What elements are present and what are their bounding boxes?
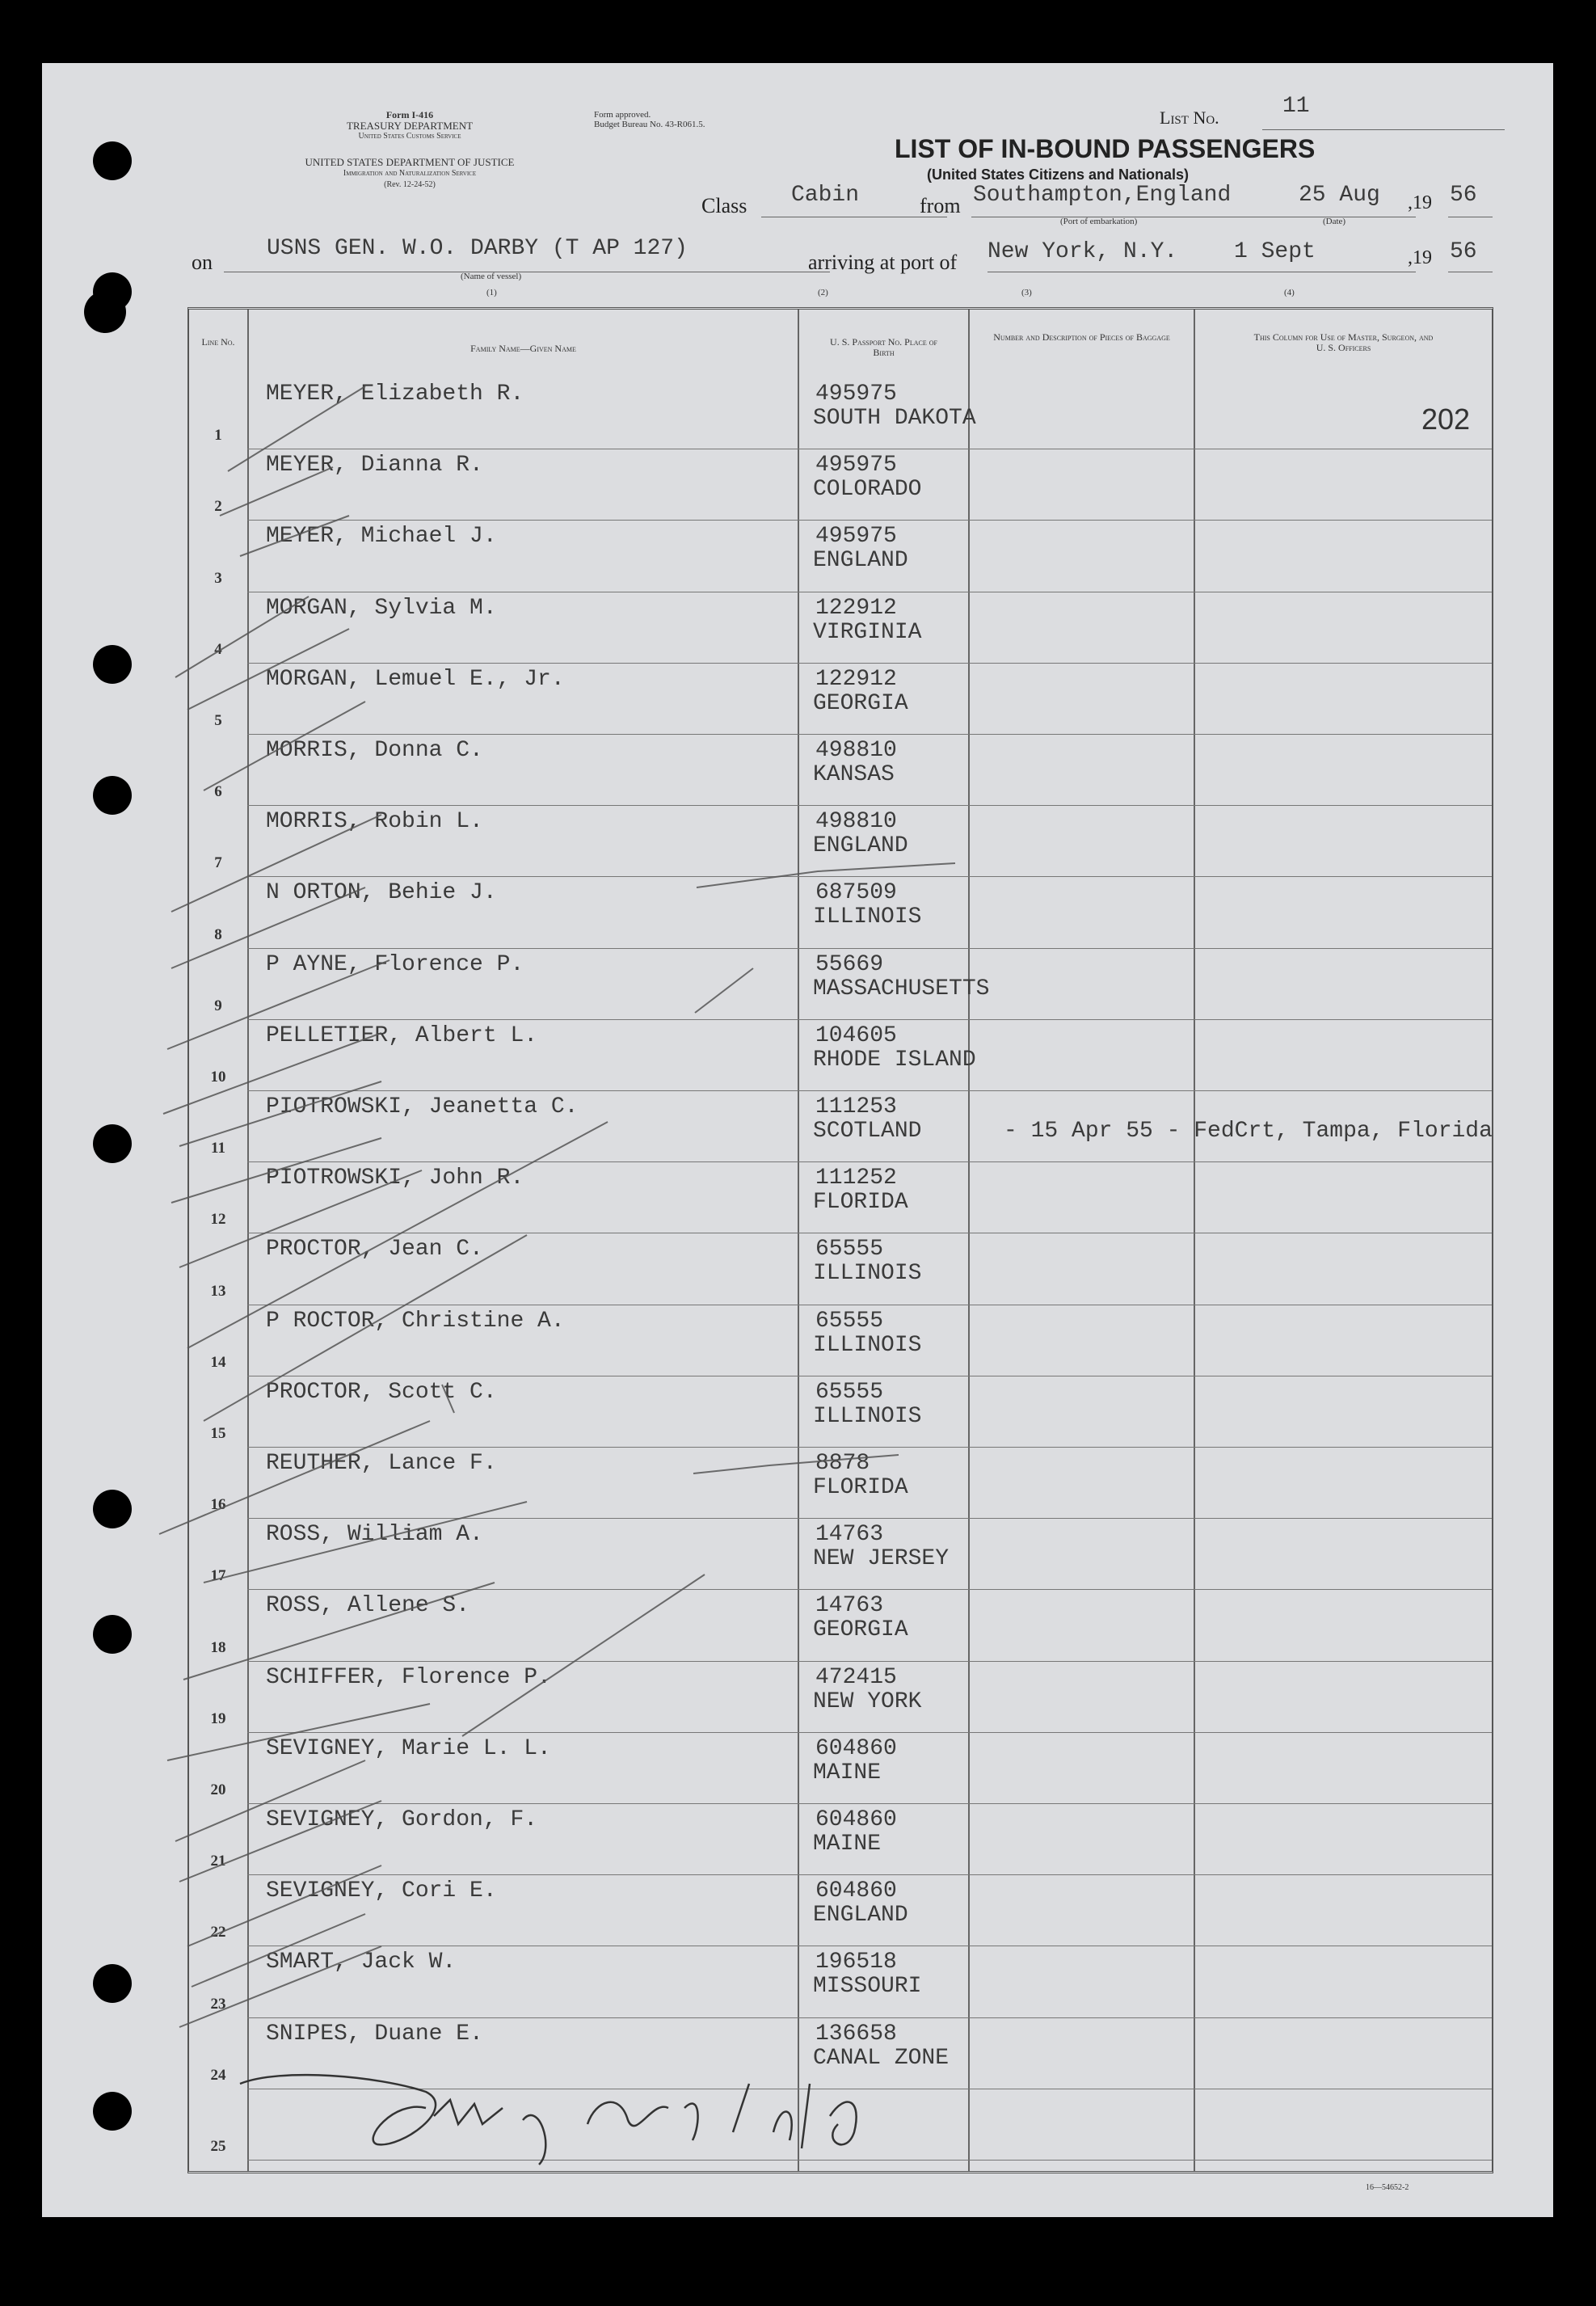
- place-of-birth: ENGLAND: [813, 1903, 908, 1929]
- table-row: [189, 1590, 1492, 1661]
- passport-number: 111252: [815, 1166, 897, 1191]
- col4-caption: (4): [1284, 288, 1295, 297]
- line-number: 15: [210, 1424, 226, 1442]
- passenger-name: SEVIGNEY, Gordon, F.: [266, 1807, 538, 1832]
- embarkation-date: 25 Aug: [1299, 183, 1380, 208]
- customs-service: United States Customs Service: [358, 132, 461, 141]
- place-of-birth: FLORIDA: [813, 1475, 908, 1500]
- passenger-name: SMART, Jack W.: [266, 1950, 457, 1975]
- place-of-birth: ENGLAND: [813, 548, 908, 574]
- punch-hole: [93, 141, 132, 180]
- arrival-year-prefix: ,19: [1408, 247, 1432, 268]
- revision: (Rev. 12-24-52): [384, 180, 436, 189]
- date-caption: (Date): [1323, 217, 1346, 226]
- passenger-name: SEVIGNEY, Cori E.: [266, 1878, 497, 1904]
- place-of-birth: VIRGINIA: [813, 619, 922, 645]
- vessel-name: USNS GEN. W.O. DARBY (T AP 127): [267, 236, 688, 261]
- arrival-year: 56: [1450, 239, 1477, 264]
- passport-number: 498810: [815, 809, 897, 835]
- passenger-name: P ROCTOR, Christine A.: [266, 1308, 565, 1334]
- line-number: 10: [210, 1068, 226, 1086]
- passport-number: 65555: [815, 1379, 884, 1405]
- passport-number: 55669: [815, 951, 884, 977]
- table-row: [189, 1733, 1492, 1804]
- line-number: 16: [210, 1496, 226, 1514]
- passport-number: 472415: [815, 1664, 897, 1690]
- line-number: 2: [214, 498, 222, 516]
- passenger-name: N ORTON, Behie J.: [266, 880, 497, 906]
- passport-number: 687509: [815, 880, 897, 906]
- class-value: Cabin: [791, 183, 860, 208]
- place-of-birth: GEORGIA: [813, 1617, 908, 1643]
- line-number: 1: [214, 427, 222, 445]
- table-row: [189, 1662, 1492, 1733]
- on-label: on: [192, 251, 213, 274]
- page-subtitle: (United States Citizens and Nationals): [927, 167, 1190, 183]
- passenger-name: SEVIGNEY, Marie L. L.: [266, 1735, 551, 1761]
- passport-number: 104605: [815, 1022, 897, 1048]
- line-number: 25: [210, 2137, 226, 2155]
- table-row: [189, 877, 1492, 948]
- table-row: [189, 2089, 1492, 2161]
- ins-service: Immigration and Naturalization Service: [343, 169, 477, 178]
- place-of-birth: ILLINOIS: [813, 1332, 922, 1358]
- passport-number: 495975: [815, 382, 897, 407]
- place-of-birth: KANSAS: [813, 762, 895, 787]
- passport-number: 122912: [815, 666, 897, 692]
- punch-hole: [93, 1615, 132, 1654]
- header-line-no: Line No.: [201, 336, 235, 348]
- passport-number: 498810: [815, 738, 897, 763]
- line-number: 17: [210, 1567, 226, 1585]
- line-number: 22: [210, 1924, 226, 1941]
- line-number: 24: [210, 2066, 226, 2084]
- budget-bureau: Budget Bureau No. 43-R061.5.: [594, 120, 705, 129]
- passenger-name: PIOTROWSKI, John R.: [266, 1166, 524, 1191]
- passport-number: 8878: [815, 1451, 870, 1476]
- line-number: 13: [210, 1282, 226, 1300]
- table-row: [189, 1091, 1492, 1162]
- list-no-label: List No.: [1160, 108, 1219, 128]
- table-row: [189, 1233, 1492, 1305]
- table-row: [189, 1448, 1492, 1519]
- passenger-name: MEYER, Elizabeth R.: [266, 382, 524, 407]
- table-row: [189, 1162, 1492, 1233]
- line-number: 5: [214, 711, 222, 729]
- passport-number: 495975: [815, 453, 897, 478]
- header-name: Family Name—Given Name: [470, 343, 576, 354]
- line-number: 23: [210, 1995, 226, 2013]
- passport-number: 65555: [815, 1237, 884, 1263]
- table-row: [189, 592, 1492, 664]
- class-label: Class: [701, 194, 747, 217]
- passenger-name: MORRIS, Donna C.: [266, 738, 483, 763]
- table-row: [189, 1376, 1492, 1448]
- line-number: 21: [210, 1853, 226, 1870]
- from-label: from: [920, 194, 961, 217]
- place-of-birth: MISSOURI: [813, 1974, 922, 2000]
- col2-caption: (2): [818, 288, 828, 297]
- passport-number: 495975: [815, 524, 897, 550]
- place-of-birth: NEW JERSEY: [813, 1546, 950, 1572]
- passenger-name: PROCTOR, Jean C.: [266, 1237, 483, 1263]
- passenger-name: PROCTOR, Scott C.: [266, 1379, 497, 1405]
- place-of-birth: ENGLAND: [813, 833, 908, 859]
- embarkation-port: Southampton,England: [973, 183, 1232, 208]
- header-baggage: Number and Description of Pieces of Baggage: [993, 331, 1170, 343]
- place-of-birth: SCOTLAND: [813, 1119, 922, 1144]
- place-of-birth: COLORADO: [813, 477, 922, 503]
- punch-hole: [93, 645, 132, 684]
- arriving-label: arriving at port of: [808, 251, 958, 274]
- place-of-birth: MAINE: [813, 1760, 882, 1785]
- year-prefix: ,19: [1408, 192, 1432, 213]
- line-number: 18: [210, 1638, 226, 1656]
- passenger-name: SCHIFFER, Florence P.: [266, 1664, 551, 1690]
- line-number: 12: [210, 1211, 226, 1229]
- passenger-table: [187, 307, 1493, 2173]
- form-approved: Form approved.: [594, 110, 651, 120]
- place-of-birth: CANAL ZONE: [813, 2045, 950, 2071]
- officer-note: 202: [1421, 403, 1471, 436]
- passenger-name: SNIPES, Duane E.: [266, 2021, 483, 2047]
- form-number: Form I-416: [385, 109, 434, 120]
- line-number: 3: [214, 569, 222, 587]
- table-row: [189, 1519, 1492, 1590]
- table-row: [189, 1305, 1492, 1376]
- punch-hole: [93, 1964, 132, 2003]
- passport-number: 122912: [815, 595, 897, 621]
- passport-number: 111253: [815, 1094, 897, 1119]
- punch-hole: [93, 2092, 132, 2131]
- document-page: [42, 63, 1553, 2217]
- passenger-name: MEYER, Dianna R.: [266, 453, 483, 478]
- col3-caption: (3): [1021, 288, 1032, 297]
- passport-number: 604860: [815, 1735, 897, 1761]
- table-row: [189, 1804, 1492, 1875]
- table-row: [189, 949, 1492, 1020]
- passport-number: 196518: [815, 1950, 897, 1975]
- passport-number: 14763: [815, 1522, 884, 1548]
- table-row: [189, 664, 1492, 735]
- treasury-dept: TREASURY DEPARTMENT: [346, 120, 474, 132]
- passenger-name: MORRIS, Robin L.: [266, 809, 483, 835]
- place-of-birth: ILLINOIS: [813, 1403, 922, 1429]
- line-number: 11: [211, 1140, 225, 1157]
- passenger-name: MORGAN, Lemuel E., Jr.: [266, 666, 565, 692]
- naturalization-note: - 15 Apr 55 - FedCrt, Tampa, Florida: [1004, 1119, 1493, 1144]
- passenger-name: REUTHER, Lance F.: [266, 1451, 497, 1476]
- passenger-name: ROSS, William A.: [266, 1522, 483, 1548]
- passenger-name: MEYER, Michael J.: [266, 524, 497, 550]
- line-number: 19: [210, 1709, 226, 1727]
- table-row: [189, 1020, 1492, 1091]
- place-of-birth: ILLINOIS: [813, 1261, 922, 1287]
- table-row: [189, 449, 1492, 521]
- punch-hole: [93, 776, 132, 815]
- passenger-name: PELLETIER, Albert L.: [266, 1022, 538, 1048]
- passenger-name: MORGAN, Sylvia M.: [266, 595, 497, 621]
- embarkation-year: 56: [1450, 183, 1477, 208]
- passenger-name: ROSS, Allene S.: [266, 1593, 470, 1619]
- place-of-birth: FLORIDA: [813, 1190, 908, 1216]
- line-number: 8: [214, 925, 222, 943]
- passport-number: 604860: [815, 1878, 897, 1904]
- vessel-caption: (Name of vessel): [461, 272, 522, 281]
- passport-number: 136658: [815, 2021, 897, 2047]
- header-passport: U. S. Passport No. Place of Birth: [830, 336, 937, 358]
- punch-hole: [93, 1124, 132, 1163]
- line-number: 4: [214, 640, 222, 658]
- arrival-port: New York, N.Y.: [987, 239, 1178, 264]
- passenger-name: PIOTROWSKI, Jeanetta C.: [266, 1094, 579, 1119]
- list-number: 11: [1282, 94, 1310, 119]
- col1-caption: (1): [486, 288, 497, 297]
- place-of-birth: MASSACHUSETTS: [813, 976, 990, 1001]
- passport-number: 604860: [815, 1807, 897, 1832]
- line-number: 20: [210, 1781, 226, 1798]
- line-number: 6: [214, 783, 222, 801]
- line-number: 9: [214, 997, 222, 1014]
- punch-hole: [84, 291, 126, 333]
- punch-hole: [93, 1490, 132, 1528]
- place-of-birth: ILLINOIS: [813, 904, 922, 930]
- port-caption: (Port of embarkation): [1060, 217, 1138, 226]
- table-row: [189, 378, 1492, 449]
- table-row: [189, 735, 1492, 806]
- footer-code: 16—54652-2: [1366, 2183, 1409, 2192]
- place-of-birth: MAINE: [813, 1832, 882, 1857]
- justice-dept: UNITED STATES DEPARTMENT OF JUSTICE: [305, 156, 515, 168]
- table-row: [189, 1875, 1492, 1946]
- table-row: [189, 2018, 1492, 2089]
- table-row: [189, 806, 1492, 877]
- arrival-date: 1 Sept: [1234, 239, 1316, 264]
- table-row: [189, 521, 1492, 592]
- line-number: 14: [210, 1353, 226, 1371]
- passport-number: 14763: [815, 1593, 884, 1619]
- passenger-name: P AYNE, Florence P.: [266, 951, 524, 977]
- passport-number: 65555: [815, 1308, 884, 1334]
- place-of-birth: GEORGIA: [813, 690, 908, 716]
- header-officers: This Column for Use of Master, Surgeon, and U. S. Officers: [1253, 331, 1434, 353]
- place-of-birth: RHODE ISLAND: [813, 1047, 976, 1073]
- place-of-birth: NEW YORK: [813, 1688, 922, 1714]
- table-row: [189, 1946, 1492, 2017]
- page-title: LIST OF IN-BOUND PASSENGERS: [895, 134, 1316, 163]
- line-number: 7: [214, 854, 222, 872]
- place-of-birth: SOUTH DAKOTA: [813, 406, 976, 431]
